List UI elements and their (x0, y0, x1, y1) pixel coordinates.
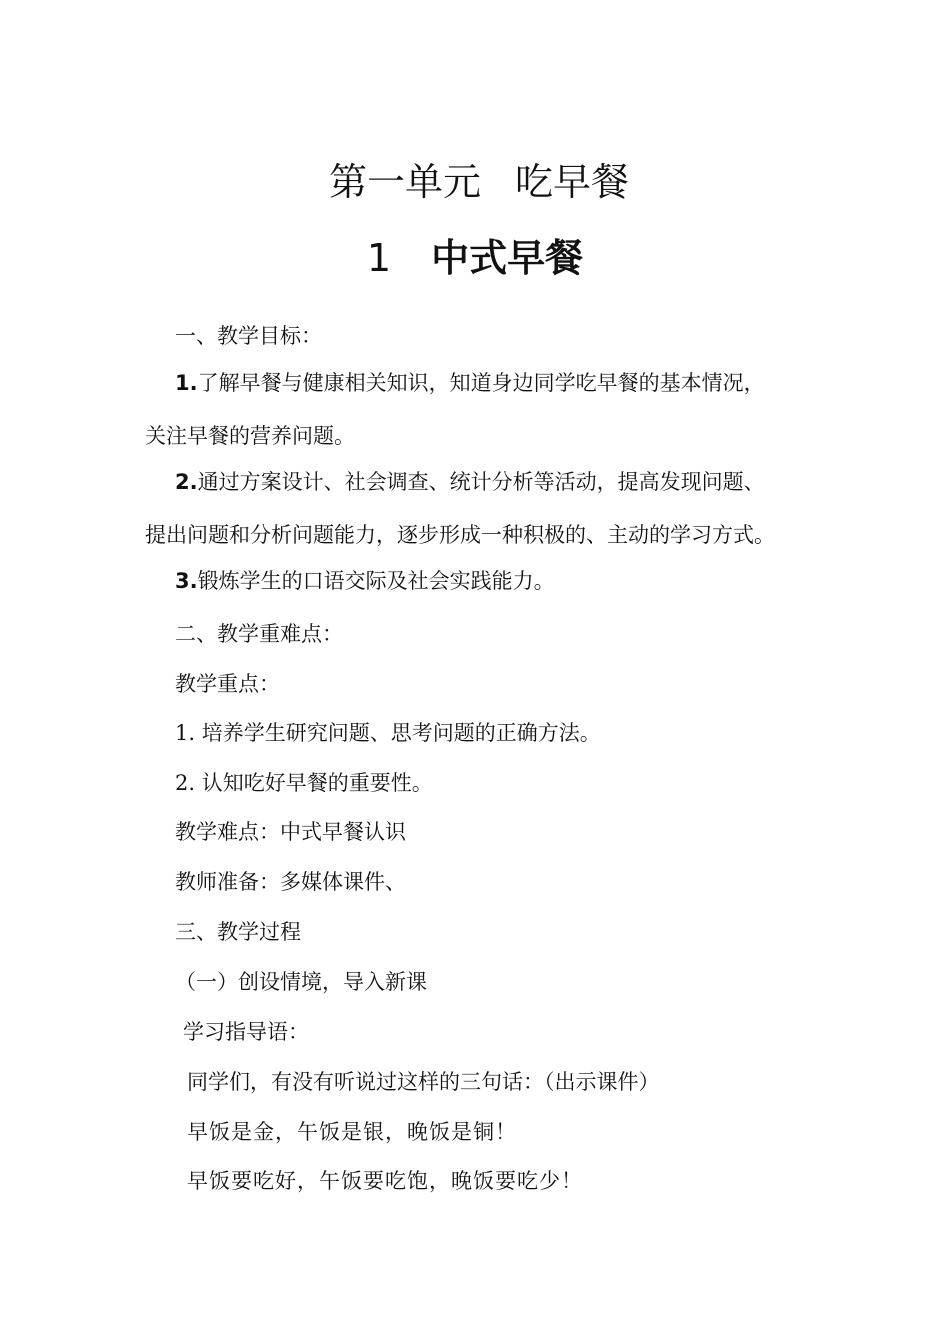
goal-2-line-1 (175, 468, 765, 496)
goal-1-text: 了解早餐与健康相关知识，知道身边同学吃早餐的基本情况， (197, 371, 765, 395)
goal-3-text: 锻炼学生的口语交际及社会实践能力。 (197, 569, 555, 593)
unit-label: 第一单元 (328, 160, 481, 204)
goal-1-number: 1. (175, 371, 198, 395)
process-heading: 三、教学过程 (175, 920, 301, 944)
key-heading: 二、教学重难点： (175, 622, 343, 646)
goal-2-number: 2. (175, 470, 198, 494)
goals-heading: 一、教学目标： (175, 324, 322, 348)
goal-2-line-2: 提出问题和分析问题能力，逐步形成一种积极的、主动的学习方式。 (145, 523, 775, 547)
lesson-name: 中式早餐 (431, 236, 584, 280)
unit-name: 吃早餐 (515, 160, 630, 204)
key-point-1: 1. 培养学生研究问题、思考问题的正确方法。 (175, 721, 601, 745)
saying-1: 早饭是金，午饭是银，晚饭是铜！ (187, 1120, 517, 1144)
lesson-title (0, 234, 950, 282)
key-point-2: 2. 认知吃好早餐的重要性。 (175, 771, 433, 795)
difficulty-line: 教学难点：中式早餐认识 (175, 820, 406, 844)
goal-1-line-1 (175, 369, 765, 397)
guide-text: 同学们，有没有听说过这样的三句话：（出示课件） (187, 1070, 660, 1094)
goal-3-number: 3. (175, 569, 198, 593)
preparation-line: 教师准备：多媒体课件、 (175, 870, 406, 894)
step-1-heading: （一）创设情境，导入新课 (175, 970, 427, 994)
lesson-number: 1 (366, 236, 392, 280)
goal-3-line (175, 567, 555, 595)
saying-2: 早饭要吃好，午饭要吃饱，晚饭要吃少！ (187, 1169, 583, 1193)
guide-label: 学习指导语： (183, 1020, 309, 1044)
unit-title (0, 158, 950, 206)
key-points-label: 教学重点： (175, 672, 280, 696)
goal-2-text: 通过方案设计、社会调查、统计分析等活动，提高发现问题、 (197, 470, 765, 494)
goal-1-line-2: 关注早餐的营养问题。 (145, 424, 355, 448)
